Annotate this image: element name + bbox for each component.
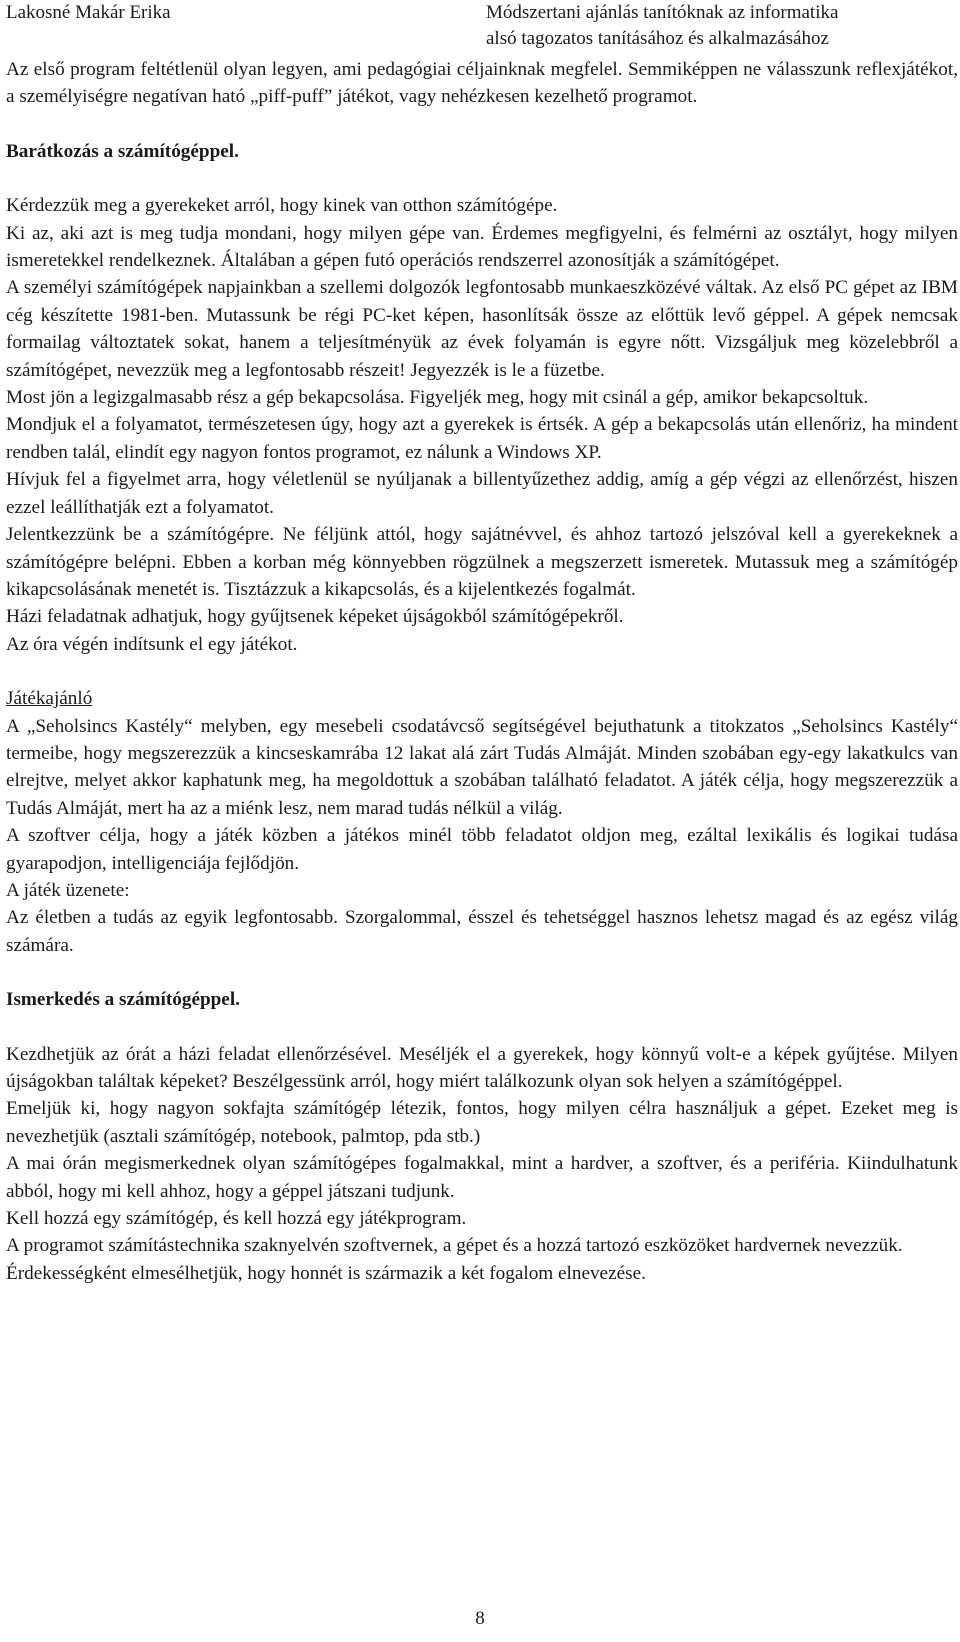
game-paragraph: Az életben a tudás az egyik legfontosabb. Szorgalommal, ésszel és tehetséggel hasznos lehetsz magad és az egész világ számára. (6, 907, 958, 956)
page-header (6, 0, 960, 56)
page-body (6, 56, 958, 1287)
game-recommendation-heading: Játékajánló (6, 688, 93, 710)
header-author: Lakosné Makár Erika (6, 2, 171, 23)
section1-paragraph: Ki az, aki azt is meg tudja mondani, hogy milyen gépe van. Érdemes megfigyelni, és felmérni az osztályt, hogy milyen ismeretekkel rendelkeznek. Általában a gépen futó operációs rendszerrel azonosítják a számítógépet. (6, 222, 958, 272)
section1-paragraph: Hívjuk fel a figyelmet arra, hogy véletlenül se nyúljanak a billentyűzethez addig, amíg a gép végzi az ellenőrzést, hiszen ezzel leállíthatják ezt a folyamatot. (6, 469, 958, 518)
section1-paragraph: Most jön a legizgalmasabb rész a gép bekapcsolása. Figyeljék meg, hogy mit csinál a gép, amikor bekapcsoltuk. (6, 387, 869, 409)
spacer (6, 1014, 958, 1041)
header-title-line-1: Módszertani ajánlás tanítóknak az informatika (486, 2, 839, 23)
section-heading-barátkozás: Barátkozás a számítógéppel. (6, 140, 239, 162)
section1-paragraph: Az óra végén indítsunk el egy játékot. (6, 633, 298, 655)
section1-paragraph: Házi feladatnak adhatjuk, hogy gyűjtsenek képeket újságokból számítógépekről. (6, 606, 624, 628)
section1-paragraph: A személyi számítógépek napjainkban a szellemi dolgozók legfontosabb munkaeszközévé váltak. Az első PC gépet az IBM cég készítette 1981-ben. Mutassunk be régi PC-ket képen, hasonlítsák össze az előttük levő géppel. A gépek nemcsak formailag változtatek sokat, hanem a teljesítményük az évek folyamán is egyre nőtt. Vizsgáljuk meg közelebbről a számítógépet, nevezzük meg a legfontosabb részeit! Jegyezzék is le a füzetbe. (6, 277, 958, 381)
section1-paragraph: Jelentkezzünk be a számítógépre. Ne féljünk attól, hogy sajátnévvel, és ahhoz tartozó jelszóval kell a gyerekeknek a számítógépre belépni. Ebben a korban még könnyebben rögzülnek a megszerzett ismeretek. Mutassuk meg a számítógép kikapcsolásának menetét is. Tisztázzuk a kikapcsolás, és a kijelentkezés fogalmát. (6, 524, 958, 600)
spacer (6, 658, 958, 685)
section2-paragraph: Emeljük ki, hogy nagyon sokfajta számítógép létezik, fontos, hogy milyen célra használjuk a gépet. Ezeket meg is nevezhetjük (asztali számítógép, notebook, palmtop, pda stb.) (6, 1098, 958, 1147)
header-title-line-2: alsó tagozatos tanításához és alkalmazásához (486, 28, 829, 49)
section1-paragraph: Kérdezzük meg a gyerekeket arról, hogy kinek van otthon számítógépe. (6, 195, 558, 217)
spacer (6, 959, 958, 986)
section2-paragraph: A mai órán megismerkednek olyan számítógépes fogalmakkal, mint a hardver, a szoftver, és a periféria. Kiindulhatunk abból, hogy mi kell ahhoz, hogy a géppel játszani tudjunk. (6, 1153, 958, 1202)
section2-paragraph: Kell hozzá egy számítógép, és kell hozzá egy játékprogram. (6, 1208, 467, 1230)
header-document-title (486, 0, 946, 52)
section1-paragraph: Mondjuk el a folyamatot, természetesen úgy, hogy azt a gyerekek is értsék. A gép a bekapcsolás után ellenőriz, ha mindent rendben talál, elindít egy nagyon fontos programot, ez nálunk a Windows XP. (6, 414, 958, 463)
section2-paragraph: A programot számítástechnika szaknyelvén szoftvernek, a gépet és a hozzá tartozó eszközöket hardvernek nevezzük. (6, 1235, 903, 1257)
intro-paragraph: Az első program feltétlenül olyan legyen, ami pedagógiai céljainknak megfelel. Semmiképpen ne válasszunk reflexjátékot, a személyiségre negatívan ható „piff-puff” játékot, vagy nehézkesen kezelhető programot. (6, 59, 958, 108)
game-paragraph: A játék üzenete: (6, 879, 130, 901)
section2-paragraph: Kezdhetjük az órát a házi feladat ellenőrzésével. Meséljék el a gyerekek, hogy könnyű volt-e a képek gyűjtése. Milyen újságokban találtak képeket? Beszélgessünk arról, hogy miért találkozunk olyan sok helyen a számítógéppel. (6, 1043, 958, 1092)
section2-paragraph: Érdekességként elmesélhetjük, hogy honnét is származik a két fogalom elnevezése. (6, 1262, 646, 1284)
game-paragraph: A „Seholsincs Kastély“ melyben, egy mesebeli csodatávcső segítségével bejuthatunk a titokzatos „Seholsincs Kastély“ termeibe, hogy megszerezzük a kincseskamrába 12 lakat alá zárt Tudás Almáját. Minden szobában egy-egy lakatkulcs van elrejtve, melyet akkor kaphatunk meg, ha megoldottuk a szobában található feladatot. A játék célja, hogy megszerezzük a Tudás Almáját, mert ha az a miénk lesz, nem marad tudás nélkül a világ. (6, 715, 958, 819)
page-number: 8 (475, 1608, 485, 1629)
spacer (6, 111, 958, 138)
spacer (6, 165, 958, 192)
game-paragraph: A szoftver célja, hogy a játék közben a játékos minél több feladatot oldjon meg, ezáltal lexikális és logikai tudása gyarapodjon, intelligenciája fejlődjön. (6, 825, 958, 874)
section-heading-ismerkedés: Ismerkedés a számítógéppel. (6, 989, 240, 1011)
